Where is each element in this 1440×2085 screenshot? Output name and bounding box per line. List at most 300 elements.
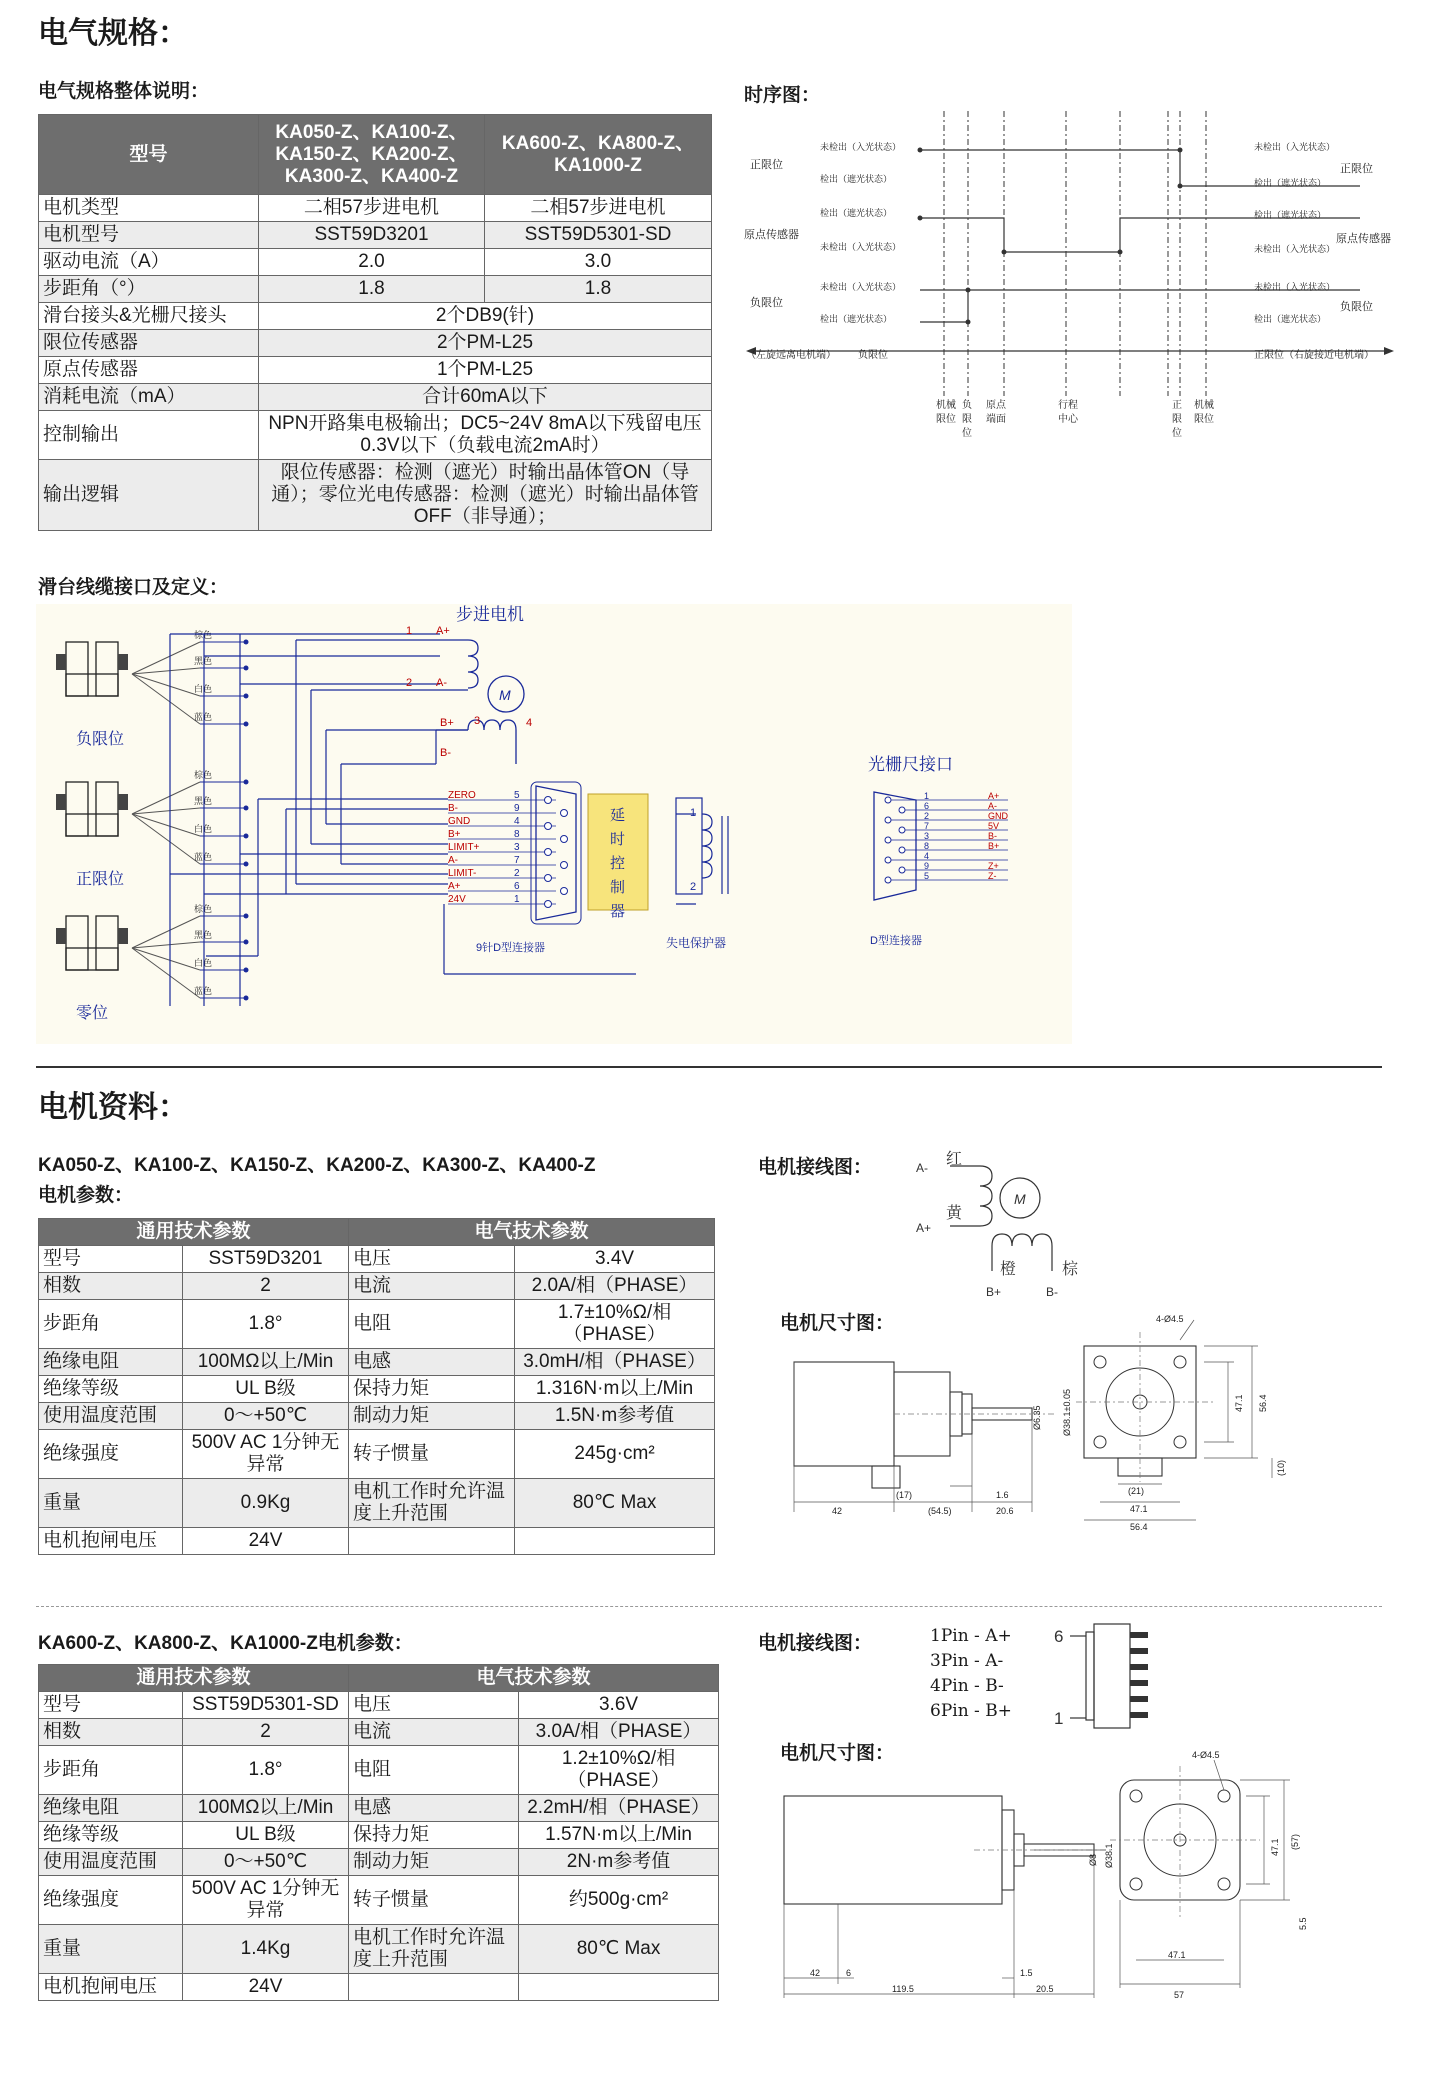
timing-bottom-label: 负 xyxy=(962,400,972,411)
timing-bottom-label: 原点 xyxy=(986,400,1006,411)
spec-head-b: KA600-Z、KA800-Z、KA1000-Z xyxy=(485,115,712,195)
wiring2-pin-bottom: 1 xyxy=(1054,1709,1064,1728)
motor-general-value: 1.4Kg xyxy=(183,1925,349,1974)
motor-row xyxy=(39,1719,719,1746)
motor-general-value: UL B级 xyxy=(183,1822,349,1849)
grating-pin-dot xyxy=(885,837,891,843)
grating-pin-number: 6 xyxy=(924,801,930,811)
section-title-motor: 电机资料： xyxy=(38,1091,188,1124)
spec-row-label: 步距角（°） xyxy=(39,276,259,303)
delay-label-char: 时 xyxy=(610,831,626,848)
d9-pin-name: A+ xyxy=(448,881,461,892)
sensor-wire-label: 白色 xyxy=(194,824,213,834)
d9-pin-number: 2 xyxy=(514,868,520,879)
grating-pin-name: 5V xyxy=(988,821,1000,831)
wiring2-title: 电机接线图： xyxy=(758,1633,873,1654)
motor2-head-general: 通用技术参数 xyxy=(39,1665,349,1692)
d9-pin-number: 3 xyxy=(514,842,520,853)
spec-overview-title: 电气规格整体说明： xyxy=(38,81,210,102)
group1-sub: 电机参数： xyxy=(38,1185,134,1206)
wiring2-line-4: 6Pin - B+ xyxy=(930,1701,1012,1721)
motor-electrical-value: 2.0A/相（PHASE） xyxy=(515,1273,715,1300)
motor1-head-electrical: 电气技术参数 xyxy=(349,1219,715,1246)
dim-boss-dia: Ø38.1 xyxy=(1104,1843,1114,1868)
d9-pin-number: 5 xyxy=(514,790,520,801)
timing-undetected-2: 未检出（入光状态） xyxy=(820,242,902,252)
delay-label-char: 控 xyxy=(610,855,626,872)
dim-h-471: 47.1 xyxy=(1234,1394,1244,1412)
motor-general-value: SST59D3201 xyxy=(183,1246,349,1273)
sensor-neg xyxy=(56,629,249,748)
spec-row xyxy=(39,303,712,330)
timing-bottom-label: 机械 xyxy=(1194,400,1214,411)
sensor-wire-label: 白色 xyxy=(194,684,213,694)
motor-electrical-label: 电阻 xyxy=(349,1746,519,1795)
motor-general-value: SST59D5301-SD xyxy=(183,1692,349,1719)
timing-left-label-0: 正限位 xyxy=(750,159,783,171)
timing-right-label-0: 正限位 xyxy=(1340,163,1373,175)
spec-row xyxy=(39,222,712,249)
timing-undetected-3: 未检出（入光状态） xyxy=(820,282,902,292)
motor-row xyxy=(39,1746,719,1795)
motor-electrical-value: 245g·cm² xyxy=(515,1430,715,1479)
wiring2-line-1: 1Pin - A+ xyxy=(930,1626,1012,1646)
section-title-electrical: 电气规格： xyxy=(38,17,188,50)
cable-diagram xyxy=(36,604,1072,1044)
spec-row-a: 1.8 xyxy=(259,276,485,303)
dim-w-21: (21) xyxy=(1128,1486,1145,1496)
timing-bottom-label: 限位 xyxy=(1194,414,1214,425)
d9-pin-number: 7 xyxy=(514,855,520,866)
delay-label-char: 延 xyxy=(610,807,626,824)
wiring2-pin-top: 6 xyxy=(1054,1627,1064,1646)
grating-pin-number: 8 xyxy=(924,841,930,851)
motor-pin-4: 4 xyxy=(526,717,533,729)
grating-pin-dot xyxy=(899,807,905,813)
grating-pin-name: A+ xyxy=(988,791,1000,801)
timing-bottom-label: 限位 xyxy=(936,414,956,425)
timing-diagram xyxy=(740,106,1400,446)
motor-electrical-value xyxy=(519,1974,719,2001)
delay-label-char: 制 xyxy=(610,879,626,896)
motor-row xyxy=(39,1876,719,1925)
dim-len-1195: 119.5 xyxy=(892,1984,914,1994)
sensor-label: 正限位 xyxy=(76,871,125,888)
sensor-wire-label: 蓝色 xyxy=(194,986,213,996)
grating-pin-name: Z- xyxy=(988,871,997,881)
dim-len-206: 20.6 xyxy=(996,1506,1014,1516)
dims1-drawing xyxy=(784,1312,1384,1592)
motor-general-label: 使用温度范围 xyxy=(39,1849,183,1876)
dim-len-545: (54.5) xyxy=(928,1506,952,1516)
motor-general-value: 1.8° xyxy=(183,1746,349,1795)
motor-electrical-value xyxy=(515,1528,715,1555)
timing-detected-1: 检出（遮光状态） xyxy=(820,174,893,184)
timing-undetected-1: 未检出（入光状态） xyxy=(820,142,902,152)
grating-pin-name: GND xyxy=(988,811,1008,821)
motor-row xyxy=(39,1849,719,1876)
motor-row xyxy=(39,1376,715,1403)
motor-row xyxy=(39,1300,715,1349)
sensor-wire-label: 棕色 xyxy=(194,904,213,914)
timing-right-label-1: 原点传感器 xyxy=(1336,233,1391,245)
d9-pin-number: 1 xyxy=(514,894,520,905)
d9-pin-name: ZERO xyxy=(448,790,476,801)
motor-electrical-label xyxy=(349,1974,519,2001)
sensor-wire-label: 黑色 xyxy=(194,796,213,806)
d9-pin-dot xyxy=(545,901,552,908)
spec-row-a: SST59D3201 xyxy=(259,222,485,249)
wiring1-red: 红 xyxy=(946,1151,963,1168)
dim-w-57: 57 xyxy=(1174,1990,1185,2000)
wiring2-connector xyxy=(1050,1618,1160,1734)
spec-table xyxy=(38,114,712,531)
group2-title: KA600-Z、KA800-Z、KA1000-Z电机参数： xyxy=(38,1633,413,1654)
motor-general-value: 0.9Kg xyxy=(183,1479,349,1528)
protector-pin-2: 2 xyxy=(690,881,697,893)
grating-pin-number: 5 xyxy=(924,871,930,881)
motor-general-value: 24V xyxy=(183,1974,349,2001)
motor-general-value: 0～+50℃ xyxy=(183,1849,349,1876)
motor-electrical-label: 电压 xyxy=(349,1246,515,1273)
dim-shaft-dia: Ø6.35 xyxy=(1032,1405,1042,1430)
timing-axis-neg: 负限位 xyxy=(858,350,888,361)
d9-pin-name: A- xyxy=(448,855,458,866)
d9-connector xyxy=(448,782,581,924)
motor2-head-electrical: 电气技术参数 xyxy=(349,1665,719,1692)
d9-pin-number: 8 xyxy=(514,829,520,840)
motor-row xyxy=(39,1430,715,1479)
spec-head-model: 型号 xyxy=(39,115,259,195)
grating-pin-number: 9 xyxy=(924,861,930,871)
grating-pin-dot xyxy=(885,797,891,803)
d9-pin-dot xyxy=(561,810,568,817)
spec-row xyxy=(39,460,712,531)
motor-electrical-value: 1.7±10%Ω/相（PHASE） xyxy=(515,1300,715,1349)
motor-row xyxy=(39,1795,719,1822)
motor-row xyxy=(39,1925,719,1974)
dim-w-471: 47.1 xyxy=(1130,1504,1148,1514)
d9-pin-dot xyxy=(561,862,568,869)
spec-row-value: 合计60mA以下 xyxy=(259,384,712,411)
motor-electrical-value: 3.0mH/相（PHASE） xyxy=(515,1349,715,1376)
sensor-wire-label: 棕色 xyxy=(194,770,213,780)
spec-row xyxy=(39,357,712,384)
wiring1-a-minus: A- xyxy=(916,1161,928,1175)
spec-row-label: 原点传感器 xyxy=(39,357,259,384)
spec-row-b: 3.0 xyxy=(485,249,712,276)
grating-pin-dot xyxy=(885,857,891,863)
spec-row-b: 1.8 xyxy=(485,276,712,303)
dim-h-564: 56.4 xyxy=(1258,1394,1268,1412)
spec-row-label: 电机类型 xyxy=(39,195,259,222)
motor-electrical-label: 电阻 xyxy=(349,1300,515,1349)
motor-general-label: 重量 xyxy=(39,1479,183,1528)
spec-head-a: KA050-Z、KA100-Z、KA150-Z、KA200-Z、KA300-Z、KA400-Z xyxy=(259,115,485,195)
timing-bottom-label: 机械 xyxy=(936,400,956,411)
motor-electrical-label: 制动力矩 xyxy=(349,1403,515,1430)
motor-electrical-value: 2N·m参考值 xyxy=(519,1849,719,1876)
motor-electrical-value: 1.2±10%Ω/相（PHASE） xyxy=(519,1746,719,1795)
motor-general-value: 2 xyxy=(183,1719,349,1746)
dim-hole: 4-Ø4.5 xyxy=(1156,1314,1184,1324)
dim-len-42: 42 xyxy=(810,1968,821,1978)
motor-general-label: 绝缘强度 xyxy=(39,1876,183,1925)
group-divider xyxy=(36,1606,1382,1607)
spec-row-value: 限位传感器：检测（遮光）时输出晶体管ON（导通）；零位光电传感器：检测（遮光）时输出晶体管OFF（非导通）； xyxy=(259,460,712,531)
spec-row-label: 限位传感器 xyxy=(39,330,259,357)
protector-label: 失电保护器 xyxy=(666,936,727,950)
grating-pin-dot xyxy=(899,827,905,833)
dim-len-6: 6 xyxy=(846,1968,852,1978)
dim-h-10: (10) xyxy=(1276,1459,1286,1476)
motor-electrical-label: 保持力矩 xyxy=(349,1376,515,1403)
dim-len-16: 1.6 xyxy=(996,1490,1009,1500)
timing-bottom-label: 行程 xyxy=(1058,400,1078,411)
d9-pin-name: LIMIT- xyxy=(448,868,477,879)
wiring1-m: M xyxy=(1014,1191,1026,1207)
grating-pin-dot xyxy=(899,867,905,873)
motor1-table xyxy=(38,1218,715,1555)
timing-r-detected-1: 检出（遮光状态） xyxy=(1254,178,1327,188)
motor-electrical-value: 2.2mH/相（PHASE） xyxy=(519,1795,719,1822)
dim-w-471: 47.1 xyxy=(1168,1950,1186,1960)
dim-h-471: 47.1 xyxy=(1270,1838,1280,1856)
wiring1-yellow: 黄 xyxy=(946,1205,963,1222)
motor-electrical-label: 电感 xyxy=(349,1795,519,1822)
spec-row-b: 二相57步进电机 xyxy=(485,195,712,222)
wiring1-b-plus: B+ xyxy=(986,1285,1002,1299)
motor-general-label: 相数 xyxy=(39,1719,183,1746)
spec-row-label: 电机型号 xyxy=(39,222,259,249)
motor-electrical-label xyxy=(349,1528,515,1555)
spec-row-value: 1个PM-L25 xyxy=(259,357,712,384)
motor-electrical-label: 电压 xyxy=(349,1692,519,1719)
motor-general-label: 绝缘电阻 xyxy=(39,1349,183,1376)
grating-label: D型连接器 xyxy=(870,935,922,947)
wiring1-diagram xyxy=(910,1146,1090,1306)
dims2-drawing xyxy=(774,1748,1384,2014)
motor-general-value: UL B级 xyxy=(183,1376,349,1403)
motor-pin-labels xyxy=(406,625,532,759)
dim-len-205: 20.5 xyxy=(1036,1984,1054,1994)
timing-bottom-label: 位 xyxy=(1172,428,1182,439)
timing-r-undetected-2: 未检出（入光状态） xyxy=(1254,244,1336,254)
motor-electrical-label: 电流 xyxy=(349,1719,519,1746)
grating-pin-number: 4 xyxy=(924,851,930,861)
motor-general-label: 绝缘强度 xyxy=(39,1430,183,1479)
group1-title: KA050-Z、KA100-Z、KA150-Z、KA200-Z、KA300-Z、KA400-Z xyxy=(38,1155,596,1176)
motor-general-label: 使用温度范围 xyxy=(39,1403,183,1430)
motor-general-value: 2 xyxy=(183,1273,349,1300)
spec-row-value: 2个DB9(针) xyxy=(259,303,712,330)
grating-pin-name: A- xyxy=(988,801,997,811)
d9-pin-number: 9 xyxy=(514,803,520,814)
grating-title: 光栅尺接口 xyxy=(868,755,953,774)
motor-phase-4: B- xyxy=(440,747,451,759)
wiring2-line-3: 4Pin - B- xyxy=(930,1676,1004,1696)
motor-row xyxy=(39,1273,715,1300)
sensor-wire-label: 白色 xyxy=(194,958,213,968)
protector xyxy=(676,798,728,894)
motor-general-label: 相数 xyxy=(39,1273,183,1300)
dims2-title: 电机尺寸图： xyxy=(780,1743,895,1764)
motor-pin-3: 3 xyxy=(474,715,481,727)
grating-pin-number: 3 xyxy=(924,831,930,841)
motor-general-value: 24V xyxy=(183,1528,349,1555)
spec-row-label: 驱动电流（A） xyxy=(39,249,259,276)
motor-row xyxy=(39,1403,715,1430)
wiring1-b-minus: B- xyxy=(1046,1285,1058,1299)
motor-electrical-label: 保持力矩 xyxy=(349,1822,519,1849)
motor-m: M xyxy=(499,687,511,703)
motor-general-value: 0～+50℃ xyxy=(183,1403,349,1430)
grating-pin-name: Z+ xyxy=(988,861,999,871)
spec-row-label: 消耗电流（mA） xyxy=(39,384,259,411)
section-divider xyxy=(36,1066,1382,1068)
timing-left-label-2: 负限位 xyxy=(750,297,783,309)
dim-w-564: 56.4 xyxy=(1130,1522,1148,1532)
d9-pin-dot xyxy=(561,888,568,895)
delay-label-hidden: 延时控制器 xyxy=(36,604,41,605)
spec-row xyxy=(39,411,712,460)
timing-r-undetected-3: 未检出（入光状态） xyxy=(1254,282,1336,292)
spec-row-label: 控制输出 xyxy=(39,411,259,460)
d9-pin-number: 6 xyxy=(514,881,520,892)
wiring1-brown: 棕 xyxy=(1062,1261,1079,1278)
timing-axis-pos: 正限位（右旋接近电机端） xyxy=(1254,350,1374,361)
timing-bottom-labels xyxy=(936,398,1214,439)
timing-right-label-2: 负限位 xyxy=(1340,301,1373,313)
motor-label: 步进电机 xyxy=(456,605,524,624)
motor-general-label: 步距角 xyxy=(39,1300,183,1349)
motor-electrical-value: 1.316N·m以上/Min xyxy=(515,1376,715,1403)
motor-general-label: 型号 xyxy=(39,1692,183,1719)
timing-detected-2: 检出（遮光状态） xyxy=(820,208,893,218)
timing-bottom-label: 端面 xyxy=(986,414,1006,425)
timing-bottom-label: 限 xyxy=(962,414,972,425)
spec-row-label: 输出逻辑 xyxy=(39,460,259,531)
timing-left-label-1: 原点传感器 xyxy=(744,229,799,241)
spec-row-value: 2个PM-L25 xyxy=(259,330,712,357)
wiring1-orange: 橙 xyxy=(1000,1261,1017,1278)
sensor-label: 零位 xyxy=(76,1005,109,1022)
motor-electrical-value: 3.4V xyxy=(515,1246,715,1273)
timing-bottom-label: 位 xyxy=(962,428,972,439)
d9-pin-name: LIMIT+ xyxy=(448,842,480,853)
d9-pin-name: B- xyxy=(448,803,458,814)
timing-r-detected-2: 检出（遮光状态） xyxy=(1254,210,1327,220)
spec-row xyxy=(39,195,712,222)
timing-gridlines xyxy=(944,111,1206,396)
motor-phase-3: B+ xyxy=(440,717,454,729)
dim-hole: 4-Ø4.5 xyxy=(1192,1750,1220,1760)
motor-row xyxy=(39,1974,719,2001)
d9-pin-dot xyxy=(561,836,568,843)
grating-pin-number: 1 xyxy=(924,791,930,801)
dim-shaft-dia: Ø8 xyxy=(1088,1853,1098,1866)
sensor-label: 负限位 xyxy=(76,731,125,748)
timing-r-detected-3: 检出（遮光状态） xyxy=(1254,314,1327,324)
timing-axis-left: （左旋远离电机端） xyxy=(746,350,836,361)
motor-general-label: 绝缘等级 xyxy=(39,1822,183,1849)
motor-electrical-value: 3.0A/相（PHASE） xyxy=(519,1719,719,1746)
motor-electrical-label: 电机工作时允许温度上升范围 xyxy=(349,1479,515,1528)
d9-pin-name: B+ xyxy=(448,829,461,840)
motor-electrical-label: 转子惯量 xyxy=(349,1876,519,1925)
motor-row xyxy=(39,1246,715,1273)
grating-pin-number: 7 xyxy=(924,821,930,831)
wiring1-a-plus: A+ xyxy=(916,1221,932,1235)
grating-pin-dot xyxy=(885,817,891,823)
d9-pin-number: 4 xyxy=(514,816,520,827)
wiring2-line-2: 3Pin - A- xyxy=(930,1651,1004,1671)
motor-row xyxy=(39,1479,715,1528)
motor-electrical-value: 约500g·cm² xyxy=(519,1876,719,1925)
motor-electrical-label: 电流 xyxy=(349,1273,515,1300)
protector-pin-1: 1 xyxy=(690,807,697,819)
motor-row xyxy=(39,1349,715,1376)
sensor-wire-label: 蓝色 xyxy=(194,712,213,722)
motor-electrical-value: 3.6V xyxy=(519,1692,719,1719)
timing-r-undetected-1: 未检出（入光状态） xyxy=(1254,142,1336,152)
motor1-head-general: 通用技术参数 xyxy=(39,1219,349,1246)
spec-row-label: 滑台接头&光栅尺接头 xyxy=(39,303,259,330)
motor-general-label: 绝缘电阻 xyxy=(39,1795,183,1822)
motor-electrical-value: 80℃ Max xyxy=(519,1925,719,1974)
spec-row-a: 二相57步进电机 xyxy=(259,195,485,222)
grating-connector xyxy=(874,791,1009,900)
d9-label: 9针D型连接器 xyxy=(476,942,546,954)
motor-general-value: 1.8° xyxy=(183,1300,349,1349)
motor-electrical-label: 电机工作时允许温度上升范围 xyxy=(349,1925,519,1974)
spec-row-value: NPN开路集电极输出；DC5~24V 8mA以下残留电压0.3V以下（负载电流2mA时） xyxy=(259,411,712,460)
d9-pin-dot xyxy=(545,797,552,804)
dim-len-17: (17) xyxy=(896,1490,913,1500)
motor-general-label: 重量 xyxy=(39,1925,183,1974)
motor-general-value: 500V AC 1分钟无异常 xyxy=(183,1876,349,1925)
motor-general-value: 100MΩ以上/Min xyxy=(183,1349,349,1376)
motor-general-label: 电机抱闸电压 xyxy=(39,1974,183,2001)
motor-general-value: 100MΩ以上/Min xyxy=(183,1795,349,1822)
spec-row xyxy=(39,330,712,357)
sensor-wire-label: 棕色 xyxy=(194,630,213,640)
dims1-title: 电机尺寸图： xyxy=(780,1313,895,1334)
motor-general-label: 电机抱闸电压 xyxy=(39,1528,183,1555)
spec-row xyxy=(39,249,712,276)
spec-row xyxy=(39,276,712,303)
motor2-table xyxy=(38,1664,719,2001)
grating-pin-number: 2 xyxy=(924,811,930,821)
motor-electrical-label: 转子惯量 xyxy=(349,1430,515,1479)
d9-pin-name: GND xyxy=(448,816,471,827)
motor-electrical-label: 制动力矩 xyxy=(349,1849,519,1876)
motor-general-label: 型号 xyxy=(39,1246,183,1273)
grating-pin-name: B- xyxy=(988,831,997,841)
dim-boss-dia: Ø38.1±0.05 xyxy=(1062,1389,1072,1436)
motor-electrical-value: 80℃ Max xyxy=(515,1479,715,1528)
dim-len-15: 1.5 xyxy=(1020,1968,1033,1978)
sensor-wire-label: 蓝色 xyxy=(194,852,213,862)
d9-pin-dot xyxy=(545,823,552,830)
motor-general-value: 500V AC 1分钟无异常 xyxy=(183,1430,349,1479)
motor-row xyxy=(39,1692,719,1719)
d9-pin-dot xyxy=(545,849,552,856)
spec-row-a: 2.0 xyxy=(259,249,485,276)
dim-h-57: (57) xyxy=(1290,1833,1300,1850)
timing-detected-3: 检出（遮光状态） xyxy=(820,314,893,324)
motor-row xyxy=(39,1528,715,1555)
